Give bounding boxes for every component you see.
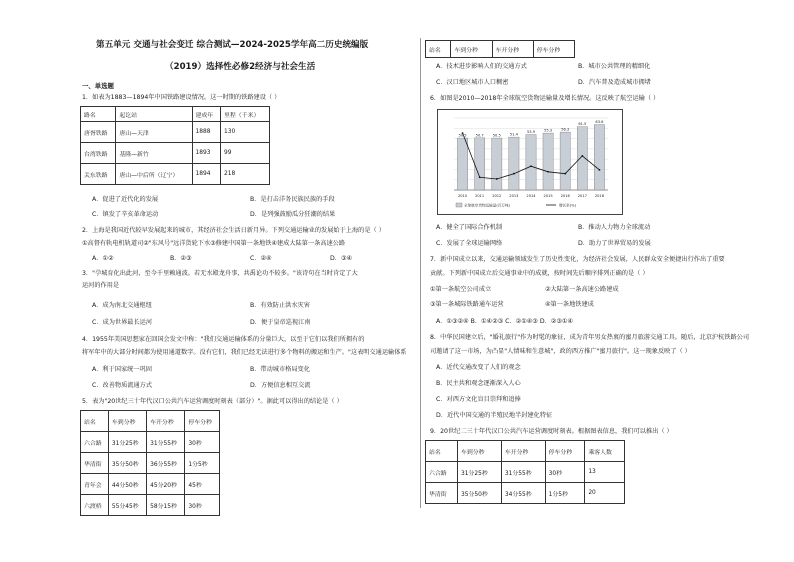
q1-cell: 台湾铁路 [81, 143, 116, 164]
q5c-h2: 车开分秒 [492, 41, 533, 58]
q9-cell: 华清街 [426, 483, 458, 504]
x-tick-2016: 2016 [560, 194, 570, 198]
bar-2012 [492, 138, 502, 190]
q1-cell: 130 [221, 122, 270, 143]
x-tick-2017: 2017 [577, 194, 587, 198]
q1-cell: 218 [221, 164, 270, 185]
bar-2018 [594, 125, 604, 190]
q2-option-d: D．③④ [330, 255, 353, 262]
q1-cell: 1893 [192, 143, 221, 164]
table-row [81, 432, 220, 453]
q6-option-c: C．发展了全球运输网络 [436, 240, 503, 247]
q5c-h0: 站名 [426, 41, 451, 58]
q2-option-b: B．②③ [170, 255, 192, 262]
q5-option-b: B．城市公共管理的精细化 [578, 63, 651, 70]
q9-cell: 31分25秒 [458, 462, 502, 483]
growth-point-2016 [564, 173, 566, 175]
q5c-h3: 停车分秒 [533, 41, 574, 58]
bar-label-2014: 53.9 [526, 130, 536, 135]
q1-table [80, 106, 270, 185]
q5-cell: 六合路 [81, 432, 109, 453]
q4-option-d: D．方便信息相互交流 [250, 382, 311, 389]
q1-h3: 里程（千米） [221, 107, 270, 122]
q4-option-c: C．改善物质流通方式 [92, 382, 153, 389]
q1-cell: 唐山—天津 [116, 122, 192, 143]
q9-h3: 停车分秒 [545, 441, 585, 462]
q7-item-4: ④第一条地铁建成 [545, 301, 594, 308]
legend-line-label: 增长率(%) [559, 203, 576, 208]
q5-cell: 35分50秒 [108, 453, 146, 474]
bar-label-2011: 50.7 [475, 133, 484, 138]
q6-option-d: D．助力了世界贸易的发展 [578, 240, 651, 247]
q5-h3: 停车分秒 [185, 411, 220, 432]
q7-item-2: ②大陆第一条高速公路建成 [545, 286, 619, 293]
q1-cell: 关东铁路 [81, 164, 116, 185]
q8-option-c: C．对西方文化盲目崇拜和追捧 [436, 396, 521, 403]
x-tick-2015: 2015 [543, 194, 553, 198]
table-row [81, 411, 220, 432]
q9-cell: 13 [585, 462, 625, 483]
table-row [81, 164, 270, 185]
q5-cell: 六渡桥 [81, 495, 109, 516]
table-row [81, 143, 270, 164]
q3-stem: 3．"孕城育化出此河，至今千里赖通波。若无水殿龙舟事，共禹论功不较多。"该诗句在当时肯定了大 [82, 270, 358, 277]
x-tick-2013: 2013 [509, 194, 519, 198]
table-row [426, 462, 625, 483]
q5-cell: 1分5秒 [185, 453, 220, 474]
q5c-h1: 车到分秒 [451, 41, 492, 58]
q6-chart [438, 110, 622, 214]
q9-cell: 35分50秒 [458, 483, 502, 504]
growth-point-2017 [581, 155, 583, 157]
q6-option-b: B．推动人力物力全球流动 [578, 224, 651, 231]
q5-h2: 车开分秒 [147, 411, 185, 432]
table-row [81, 107, 270, 122]
q9-cell: 34分55秒 [501, 483, 545, 504]
q5-cell: 31分25秒 [108, 432, 146, 453]
q3-option-a: A．成为南北交通枢纽 [92, 302, 152, 309]
q2-option-c: C．②④ [250, 255, 272, 262]
q3-option-b: B．有效防止洪水灾害 [250, 302, 310, 309]
bar-label-2015: 55.3 [544, 128, 553, 133]
growth-point-2010 [462, 132, 464, 134]
q5-cell: 31分55秒 [147, 432, 185, 453]
bar-label-2016: 56.3 [561, 127, 570, 132]
q9-h2: 车开分秒 [501, 441, 545, 462]
column-divider [420, 38, 421, 508]
q1-cell: 基隆—新竹 [116, 143, 192, 164]
q5-cell: 55分45秒 [108, 495, 146, 516]
growth-point-2011 [479, 176, 481, 178]
q6-stem: 6．如图是2010—2018年全球航空货物运输量及增长情况。这反映了航空运输（ ） [430, 95, 660, 102]
q1-cell: 1894 [192, 164, 221, 185]
table-row [81, 495, 220, 516]
q1-h1: 起讫站 [116, 107, 192, 122]
bar-label-2013: 51.4 [509, 132, 518, 137]
q8-option-b: B．民主共和观念逐渐深入人心 [436, 380, 521, 387]
q2-items: ①高督有轨电机轨道司②"东风号"远洋货轮下水③修建中国第一条地铁④建成大陆第一条高速公路 [82, 240, 346, 247]
q5-cell: 45分20秒 [147, 474, 185, 495]
q9-h0: 站名 [426, 441, 458, 462]
growth-point-2014 [530, 165, 532, 167]
x-tick-2011: 2011 [475, 194, 485, 198]
q5-cell: 36分55秒 [147, 453, 185, 474]
q9-cell: 1分5秒 [545, 483, 585, 504]
q1-cell: 99 [221, 143, 270, 164]
growth-point-2018 [599, 169, 601, 171]
q4-option-b: B．带动城市格局变化 [250, 366, 310, 373]
q7-options: A．①③②④ B．①④②③ C．②①④③ D．②③①④ [436, 318, 573, 325]
table-row [426, 483, 625, 504]
q5-h0: 站名 [81, 411, 109, 432]
q1-h2: 建成年 [192, 107, 221, 122]
bar-2010 [457, 138, 467, 190]
q9-cell: 31分55秒 [501, 462, 545, 483]
q4-stem-2: 将军年中的大部分时间都为使用通道数字。没有它们，我们已经无法进行多个物料的搬运和生产。"这表明交通运输体系 [82, 349, 407, 356]
bar-label-2012: 50.5 [492, 133, 501, 138]
table-row [426, 441, 625, 462]
q4-option-a: A．利于国家统一巩固 [92, 366, 152, 373]
q6-chart-frame [437, 109, 623, 215]
q7-item-1: ①第一条航空公司成立 [430, 286, 492, 293]
table-row [81, 474, 220, 495]
q8-option-d: D．近代中国交通的半殖民地半封建化特征 [436, 412, 553, 419]
legend-bar-swatch [456, 203, 462, 207]
q5-cell: 30秒 [185, 495, 220, 516]
bar-2013 [509, 137, 519, 190]
q5-h1: 车到分秒 [108, 411, 146, 432]
bar-label-2018: 63.6 [595, 120, 604, 125]
x-tick-2010: 2010 [457, 194, 468, 198]
q9-h1: 车到分秒 [458, 441, 502, 462]
q1-option-c: C．镇发了辛亥革命运动 [92, 211, 159, 218]
x-tick-2014: 2014 [526, 194, 536, 198]
legend-bar-label: 全球航空货物运输量(百万吨) [464, 203, 510, 208]
table-row [81, 453, 220, 474]
q7-stem: 7．新中国成立以来，交通运输领域发生了历史性变化，为经济社会发展，人民群众安全便捷出行作出了重要 [430, 256, 725, 263]
q9-table [425, 440, 625, 504]
bar-2011 [475, 138, 485, 190]
table-row [426, 41, 575, 58]
q5-cell: 45秒 [185, 474, 220, 495]
q1-cell: 唐胥铁路 [81, 122, 116, 143]
q7-item-3: ③第一条城际铁路通车运营 [430, 301, 504, 308]
q6-option-a: A．健全了国际合作机制 [436, 224, 503, 231]
x-tick-2012: 2012 [492, 194, 502, 198]
q8-stem: 8．中华民国建立后，"婚礼旅行"作为时髦的象征，成为青年男女热衷的蜜月旅游交通工具。随后，北京沪杭铁路公司 [430, 334, 750, 341]
q5-cell: 华清街 [81, 453, 109, 474]
bar-2015 [543, 133, 553, 190]
page-subtitle: （2019）选择性必修2经济与社会生活 [165, 62, 316, 72]
growth-point-2012 [496, 178, 498, 180]
q9-cell: 六合路 [426, 462, 458, 483]
q5-option-c: C．汉口地区城市人口稠密 [436, 79, 509, 86]
q4-stem: 4．1955年美国思想家在回国会发文中称："我们交通运输体系的分量巨大，以至于它们以我们所拥有的 [82, 336, 365, 343]
q1-option-d: D．是列强鼓励瓜分狂潮的结果 [250, 211, 336, 218]
q5-cell: 青年会 [81, 474, 109, 495]
growth-point-2013 [513, 173, 515, 175]
q2-option-a: A．①② [92, 255, 114, 262]
bar-2016 [560, 132, 570, 190]
q8-option-a: A．近代交通改变了人们的观念 [436, 364, 521, 371]
q9-cell: 30秒 [545, 462, 585, 483]
q5-cell: 30秒 [185, 432, 220, 453]
q5-option-d: D．汽车普及造成城市拥堵 [578, 79, 651, 86]
q9-cell: 20 [585, 483, 625, 504]
q1-cell: 唐山—中后所（辽宁） [116, 164, 192, 185]
bar-label-2017: 61.5 [578, 122, 587, 127]
q3-stem-2: 运河的作用是 [82, 282, 120, 289]
table-row [81, 122, 270, 143]
section-heading: 一、单选题 [82, 82, 114, 90]
q1-cell: 1888 [192, 122, 221, 143]
bar-2014 [526, 135, 536, 190]
q5-cell: 58分15秒 [147, 495, 185, 516]
bar-label-2010: 50.5 [458, 133, 467, 138]
q1-option-a: A．促进了近代化的发展 [92, 196, 159, 203]
q5-cell: 44分50秒 [108, 474, 146, 495]
q5-option-a: A．技术进步影响人们的交通方式 [436, 63, 527, 70]
q1-stem: 1．如表为1883—1894年中国铁路建设情况。这一时期的铁路建设（ ） [82, 94, 281, 101]
q5-table-continued [425, 40, 575, 58]
q3-option-d: D．便于皇帝巡视江南 [250, 319, 311, 326]
q8-stem-2: 司邀请了这一市场，为凸显"人情味和生意城"，政的西方推广"蜜月旅行"。这一现象反映了（ ） [430, 348, 691, 355]
q9-stem: 9．20世纪二三十年代汉口公共汽车运营调度时刻表。根据图表信息，我们可以推出（ ） [430, 428, 673, 435]
x-tick-2018: 2018 [594, 194, 605, 198]
q7-stem-2: 贡献。下列新中国成立后交通事业中的成就，按时间先后顺序排列正确的是（ ） [430, 270, 649, 277]
growth-point-2015 [547, 171, 549, 173]
q3-option-c: C．成为世界最长运河 [92, 319, 153, 326]
q5-table [80, 410, 220, 516]
q1-option-b: B．是打击洋务民族民族的手段 [250, 196, 335, 203]
q9-h4: 乘客人数 [585, 441, 625, 462]
q2-stem: 2．上海是我国近代较早发展起来的城市，其经济社会生活日新月异。下列交通运输业的发展始于上海的是（ ） [82, 227, 385, 234]
page-title: 第五单元 交通与社会变迁 综合测试—2024-2025学年高二历史统编版 [96, 40, 369, 50]
q1-h0: 路名 [81, 107, 116, 122]
q5-stem: 5．表为"20世纪三十年代汉口公共汽车运营调度时刻表（部分）"。据此可以得出的结论是（ ） [82, 398, 343, 405]
